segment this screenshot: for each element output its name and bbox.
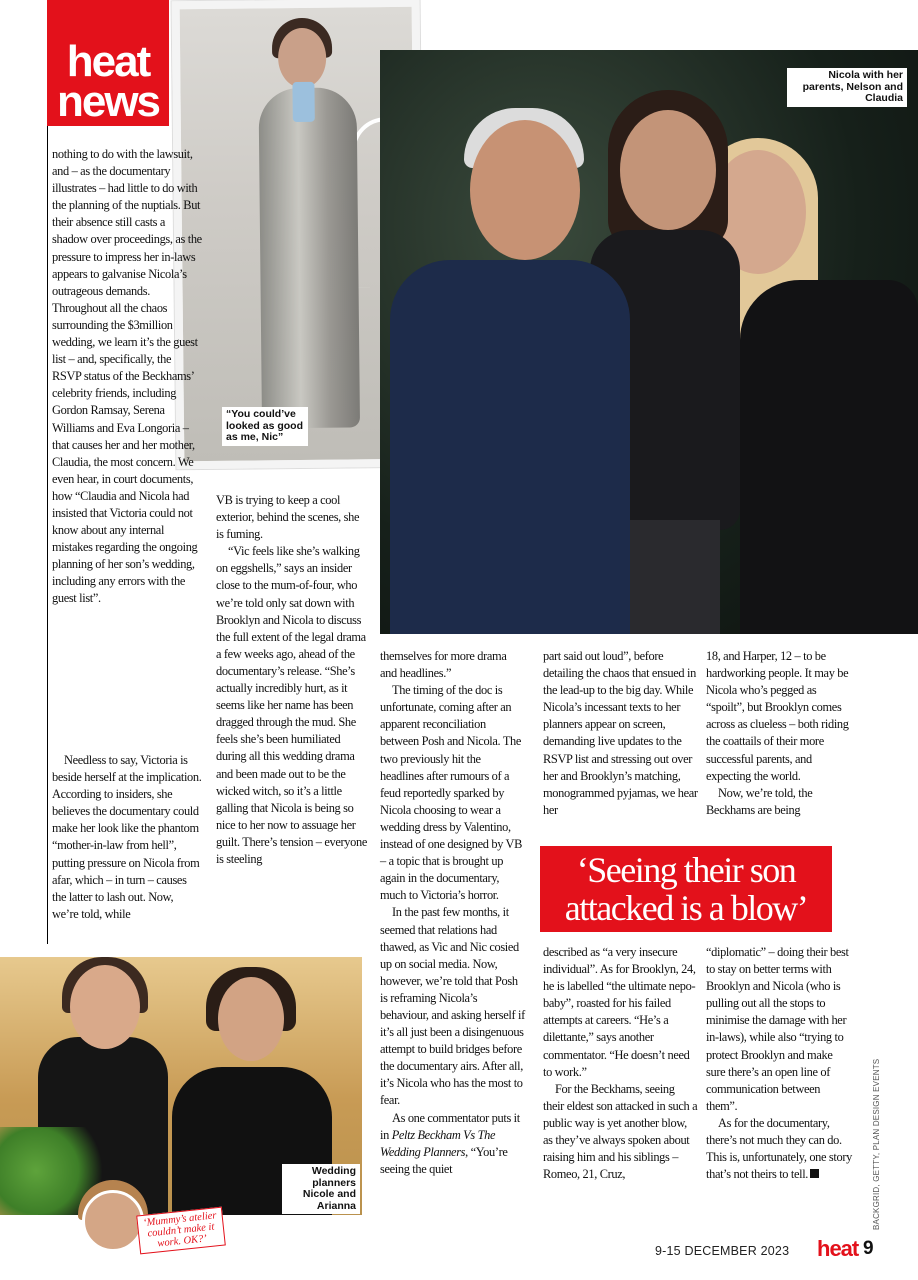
caption-main-photo: Nicola with her parents, Nelson and Claudia [787, 68, 907, 107]
section-masthead [47, 0, 169, 126]
caption-bottom-photo: Wedding planners Nicole and Arianna [282, 1164, 360, 1214]
paragraph: part said out loud”, before detailing the chaos that ensued in the lead-up to the big day. While Nicola’s incessant texts to her planners appear on screen, demanding live updates to the RSVP list and stressing out over her and Brooklyn’s matching, monogrammed pyjamas, we hear her [543, 649, 698, 817]
paragraph: For the Beckhams, seeing their eldest son attacked in such a public way is yet another blow, as they’ve always spoken about raising him and his siblings – Romeo, 21, Cruz, [543, 1081, 698, 1182]
phone-icon [292, 82, 314, 122]
masthead-news: news [56, 77, 160, 126]
paragraph: “diplomatic” – doing their best to stay on better terms with Brooklyn and Nicola (who is pulling out all the stops to minimise the damage with her in-laws), while also “trying to protect Brooklyn and make sure there’s an open line of communication between them”. [706, 945, 849, 1113]
footer-brand: heat [817, 1236, 859, 1261]
paragraph: In the past few months, it seemed that relations had thawed, as Vic and Nic cosied up on social media. Now, however, we’re told that Posh is reframing Nicola’s behaviour, and asking herself if it’s all just been a disingenuous attempt to build bridges before the documentary airs. After all, it’s Nicola who has the most to fear. [380, 905, 525, 1108]
paragraph: Needless to say, Victoria is beside herself at the implication. According to insiders, she believes the documentary could make her look like the phantom “mother-in-law from hell”, putting pressure on Nicola from afar, which – in turn – causes the latter to lash out. Now, we’re told, while [52, 753, 202, 921]
paragraph: VB is trying to keep a cool exterior, behind the scenes, she is fuming. [216, 493, 360, 542]
caption-inset: ‘Mummy’s atelier couldn’t make it work. OK?’ [136, 1207, 226, 1255]
paragraph: “Vic feels like she’s walking on eggshells,” says an insider close to the mum-of-four, who we’re told only sat down with Brooklyn and Nicola to discuss the full extent of the legal drama a few weeks ago, ahead of the documentary’s release. “She’s actually incredibly hurt, as it seems like her name has been dragged through the mud. She feels she’s been humiliated during all this wedding drama and been made out to be the wicked witch, so it’s a little galling that Nicola is being so nice to her now to assuage her guilt. There’s tension – everyone is steeling [216, 544, 367, 866]
paragraph: nothing to do with the lawsuit, and – as the documentary illustrates – had little to do with the planning of the nuptials. But their absence still casts a shadow over proceedings, as the pressure to impress her in-laws appears to galvanise Nicola’s outrageous demands. Throughout all the chaos surrounding the $3million wedding, we learn it’s the guest list – and, specifically, the RSVP status of the Beckhams’ celebrity friends, including Gordon Ramsay, Serena Williams and Eva Longoria – that causes her and her mother, Claudia, the most concern. We even hear, in court documents, how “Claudia and Nicola had insisted that Victoria could not know about any internal mistakes regarding the ongoing planning of her son’s wedding, including any errors with the guest list”. [52, 147, 202, 606]
inset-photo [82, 1190, 144, 1252]
article-column-3 [380, 648, 526, 1178]
paragraph: described as “a very insecure individual”. As for Brooklyn, 24, he is labelled “the ultimate nepo-baby”, roasted for his failed attempts at careers. “He’s a dilettante,” says another commentator. “He doesn’t need to work.” [543, 945, 696, 1079]
issue-date: 9-15 DECEMBER 2023 [655, 1244, 790, 1258]
paragraph: Now, we’re told, the Beckhams are being [706, 785, 813, 817]
paragraph: As for the documentary, there’s not much they can do. This is, unfortunately, one story that’s not theirs to tell. [706, 1115, 852, 1182]
article-column-1 [52, 146, 202, 608]
paragraph: The timing of the doc is unfortunate, coming after an apparent reconciliation between Posh and Nicola. The two previously hit the headlines after rumours of a feud reportedly sparked by Nicola choosing to wear a wedding dress by Valentino, instead of one designed by VB – a topic that is brought up again in the documentary, much to Victoria’s horror. [380, 683, 523, 903]
article-column-5-bottom [706, 944, 852, 1183]
caption-top-photo: “You could’ve looked as good as me, Nic” [222, 407, 308, 446]
article-column-4 [543, 648, 698, 819]
article-column-2 [216, 492, 368, 868]
article-column-5 [706, 648, 852, 819]
page-number: 9 [863, 1238, 874, 1259]
column-rule [47, 126, 48, 944]
pull-quote: ‘Seeing their son attacked is a blow’ [540, 846, 832, 932]
article-column-4-bottom [543, 944, 698, 1183]
end-mark-icon [810, 1169, 819, 1178]
photo-credit: BACKGRID, GETTY, PLAN DESIGN EVENTS [872, 1058, 881, 1230]
masthead-heat: heat [66, 37, 150, 86]
page-footer [655, 1238, 895, 1262]
paragraph: 18, and Harper, 12 – to be hardworking people. It may be Nicola who’s pegged as “spoilt”, but Brooklyn comes across as clueless – both riding the coattails of their more successful parents, and expecting the world. [706, 649, 849, 783]
paragraph: themselves for more drama and headlines.” [380, 649, 507, 681]
show-title: Peltz Beckham Vs The Wedding Planners [380, 1127, 496, 1159]
paragraph: As one commentator puts it in Peltz Beckham Vs The Wedding Planners, “You’re seeing the quiet [380, 1110, 520, 1176]
photo-nicola-with-parents [380, 50, 918, 634]
article-column-1-continued [52, 752, 202, 923]
